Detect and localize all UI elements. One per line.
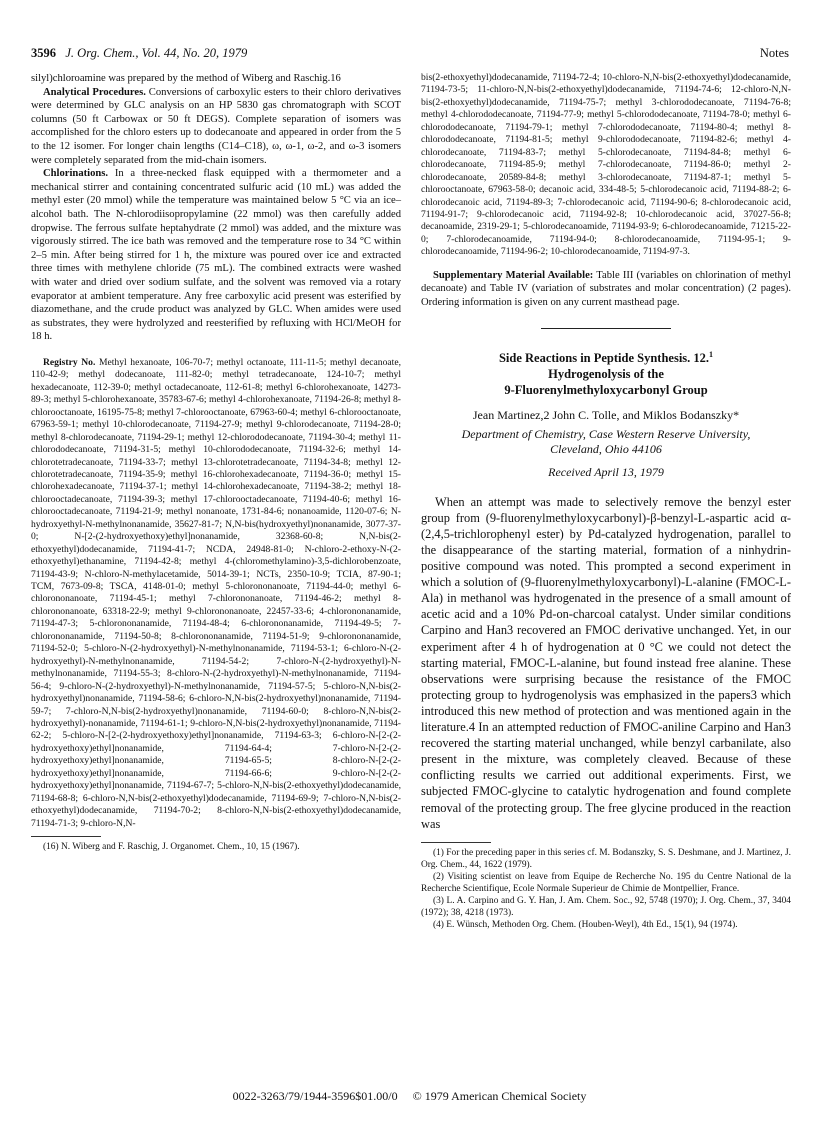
article-authors: Jean Martinez,2 John C. Tolle, and Miklos Bodanszky* [472,407,740,422]
chlorinations-heading: Chlorinations. [43,168,109,180]
article-code: 0022-3263/79/1944-3596$01.00/0 [232,1089,398,1103]
article-body: When an attempt was made to selectively remove the benzyl ester group from (9-fluorenylmethyloxycarbonyl)-β-benzyl-L-aspartic acid α-(2,4,5-trichlorophenyl ester) by Pd-catalyzed hydrogenation, parallel to the disappearance of the starting material, formation of a ninhydrin-positive compound was noted. This prompted a second experiment in which a solution of (9-fluorenylmethyloxycarbonyl)-L-alanine (FMOC-L-Ala) in methanol was hydrogenated in the presence of a small amount of acetic acid and a 10% Pd-on-charcoal catalyst. Under similar conditions Carpino and Han3 recovered an FMOC derivative unchanged. Yet, in our experiment after 4 h of hydrogenation at 0 °C we could not detect the starting material, FMOC-L-alanine, but found instead free alanine. These observations were surprising because the resistance of the FMOC protecting group to hydrogenolysis was emphasized in the papers3 which introduced this new method of protection and was mentioned again in the literature.4 In an attempted reduction of FMOC-aniline Carpino and Han3 recovered the starting material unchanged, while benzyl carbanilate, also present in the mixture, was completely cleaved. Because of these conflicting results we carried out additional experiments. First, we subjected FMOC-glycine to catalytic hydrogenation and found complete removal of the protecting group. The free glycine produced in the reaction was [421,494,791,831]
registry-numbers [31,357,401,830]
title-line-1: Side Reactions in Peptide Synthesis. 12. [498,350,710,365]
registry-continuation: bis(2-ethoxyethyl)dodecanamide, 71194-72-4; 10-chloro-N,N-bis(2-ethoxyethyl)dodecanamide, 71194-73-5; 11-chloro-N,N-bis(2-ethoxyethyl)dodecanamide, 71194-74-6; 12-chloro-N,N-bis(2-ethoxyethyl)dodecanamide, 71194-75-7; methyl 3-chlorododecanoate, 71194-76-8; methyl 4-chlorododecanoate, 71194-77-9; methyl 5-chlorododecanoate, 71194-78-0; methyl 6-chlorododecanoate, 71194-79-1; methyl 7-chlorododecanoate, 71194-80-4; methyl 8-chlorododecanoate, 71194-81-5; methyl 9-chlorododecanoate, 71194-82-6; methyl 4-chlorodecanoate, 71194-83-7; methyl 5-chlorodecanoate, 71194-84-8; methyl 6-chlorodecanoate, 71194-85-9; methyl 7-chlorodecanoate, 71194-86-0; methyl 2-chlorodecanoate, 20589-84-8; methyl 3-chlorodecanoate, 71194-87-1; methyl 5-chlorooctanoate, 67963-58-0; decanoic acid, 334-48-5; 5-chlorodecanoic acid, 71194-88-2; 6-chlorodecanoic acid, 71194-89-3; 7-chlorodecanoic acid, 71194-90-6; 8-chlorodecanoic acid, 71194-91-7; 9-chlorodecanoic acid, 71194-92-8; 10-chlorodecanoic acid, 37027-56-8; decanoamide, 2319-29-1; 5-chlorodecanoamide, 71194-93-9; 6-chlorodecanoamide, 71215-22-0; 7-chlorodecanoamide, 71194-94-0; 8-chlorodecanoamide, 71194-95-1; 9-chlorodecanoamide, 71194-96-2; 10-chlorodecanoamide, 71194-97-3. [421,72,791,258]
title-footnote-mark: 1 [709,349,714,359]
spacer [31,344,401,357]
analytical-procedures-text: Conversions of carboxylic esters to their chloro derivatives were determined by GLC analysis on an HP 5830 gas chromatograph with SCOT columns (50 ft Carbowax or 50 ft DEGS). Complete separation of isomers was accomplished for the chloro esters up to dodecanoate and appeared in order from the 5 to the 12 isomer. For longer chain lengths (C14–C18), ω, ω-1, ω-2, and ω-3 isomers were completely separated from the mid-chain isomers. [31,86,401,166]
chlorinations-text: In a three-necked flask equipped with a thermometer and a mechanical stirrer and containing concentrated sulfuric acid (10 mL) was added the methyl ester (20 mmol) while the temperature was maintained below 5 °C via an ice–alcohol bath. The N-chlorodiisopropylamine (22 mmol) was then carefully added dropwise. The ferrous sulfate heptahydrate (2 mmol) was added, and the mixture was vigorously stirred. The ice bath was removed and the temperature rose to 34 °C within 2–5 min. After being stirred for 1 h, the mixture was poured over ice and extracted three times with methylene chloride (75 mL). The combined extracts were washed with water and dried over sodium sulfate, and the solvent was removed via a rotary evaporator at ambient temperature. Any free carboxylic acid present was esterified by diazomethane, and the crude product was analyzed by GLC. When amides were used as substrates, they were hydrolyzed and reesterified by refluxing with HCl/MeOH for 18 h. [31,168,401,343]
footnote-1: (1) For the preceding paper in this series cf. M. Bodanszky, S. S. Deshmane, and J. Martinez, J. Org. Chem., 44, 1622 (1979). [421,847,791,870]
affiliation-line-1: Department of Chemistry, Case Western Reserve University, [461,426,751,441]
running-head [31,46,247,61]
footnote-rule [31,836,101,837]
paragraph-silylchloroamine: silyl)chloroamine was prepared by the method of Wiberg and Raschig.16 [31,73,341,84]
footnote-rule-right [421,842,491,843]
paragraph-chlorinations [31,167,401,344]
footnote-16: (16) N. Wiberg and F. Raschig, J. Organomet. Chem., 10, 15 (1967). [43,842,300,853]
footnote-4: (4) E. Wünsch, Methoden Org. Chem. (Houben-Weyl), 4th Ed., 15(1), 94 (1974). [433,919,738,930]
copyright: © 1979 American Chemical Society [412,1089,587,1103]
affiliation [421,427,791,457]
article-title [421,347,791,398]
received-date: Received April 13, 1979 [548,464,664,479]
page-footer [0,1089,819,1104]
registry-heading: Registry No. [43,356,96,368]
article-separator [541,328,671,329]
supplementary-material [421,269,791,310]
section-name: Notes [759,46,789,60]
right-column [421,72,791,931]
journal-citation: J. Org. Chem., Vol. 44, No. 20, 1979 [65,46,248,60]
title-line-2: Hydrogenolysis of the [548,366,664,381]
analytical-procedures-heading: Analytical Procedures. [43,86,146,98]
page-header [31,46,789,64]
affiliation-line-2: Cleveland, Ohio 44106 [550,441,662,456]
supplementary-heading: Supplementary Material Available: [433,269,594,281]
paragraph-analytical-procedures [31,86,401,168]
title-line-3: 9-Fluorenylmethyloxycarbonyl Group [504,382,708,397]
supplementary-text: Table III (variables on chlorination of methyl decanoate) and Table IV (variation of substrates and molar concentration) (2 pages). Ordering information is given on any current masthead page. [421,269,791,308]
footnote-3: (3) L. A. Carpino and G. Y. Han, J. Am. Chem. Soc., 92, 5748 (1970); J. Org. Chem., 37, 3404 (1972); 38, 4218 (1973). [421,895,791,918]
left-column [31,72,401,853]
page-number: 3596 [31,46,56,60]
footnote-2: (2) Visiting scientist on leave from Equipe de Recherche No. 195 du Centre National de la Recherche Scientifique, Ecole Normale Superieur de Chimie de Montpellier, France. [421,871,791,894]
registry-text: Methyl hexanoate, 106-70-7; methyl octanoate, 111-11-5; methyl decanoate, 110-42-9; methyl dodecanoate, 111-82-0; methyl tetradecanoate, 124-10-7; methyl hexadecanoate, 112-39-0; methyl octadecanoate, 112-61-8; methyl 6-chlorohexanoate, 14273-89-3; methyl 5-chlorohexanoate, 35783-67-6; methyl 4-chlorohexanoate, 71194-26-8; methyl 8-chlorooctanoate, 16195-75-8; methyl 7-chlorooctanoate, 67963-60-4; methyl 6-chlorooctanoate, 67963-59-1; methyl 10-chlorodecanoate, 71194-27-9; methyl 9-chlorodecanoate, 71194-28-0; methyl 8-chlorodecanoate, 71194-29-1; methyl 12-chlorododecanoate, 71194-30-4; methyl 11-chlorododecanoate, 71194-31-5; methyl 10-chlorododecanoate, 71194-32-6; methyl 14-chlorotetradecanoate, 71194-33-7; methyl 13-chlorotetradecanoate, 71194-34-8; methyl 12-chlorotetradecanoate, 71194-35-9; methyl 16-chlorohexadecanoate, 71194-36-0; methyl 15-chlorohexadecanoate, 71194-37-1; methyl 14-chlorohexadecanoate, 71194-38-2; methyl 18-chlorooctadecanoate, 71194-39-3; methyl 17-chlorooctadecanoate, 71194-40-6; methyl 16-chlorooctadecanoate, 71194-21-9; methyl nonanoate, 1731-84-6; nonanoamide, 1120-07-6; N-hydroxyethyl-N-methylnonanamide, 35627-81-7; N,N-bis(hydroxyethyl)nonanamide, 3077-37-0; N-[2-(2-hydroxyethoxy)ethyl]nonanamide, 32368-60-8; N,N-bis(2-ethoxyethyl)dodecanamide, 71194-41-7; NCDA, 24948-81-0; N-chloro-2-ethoxy-N-(2-ethoxyethyl)ethanamine, 71194-42-8; methyl 4-(chloromethylamino)-3,5-dichlorobenzoate, 71194-43-9; N-chloro-N-methylacetamide, 5014-39-1; NCTs, 2350-10-9; TCIA, 87-90-1; TCM, 7673-09-8; TSCA, 4148-01-0; methyl 5-chlorononanoate, 71194-44-0; methyl 6-chlorononanoate, 71194-45-1; methyl 7-chlorononanoate, 71194-46-2; methyl 8-chlorononanoate, 63318-22-9; methyl 9-chlorononanoate, 22457-33-6; 4-chlorononanamide, 71194-47-3; 5-chlorononanamide, 71194-48-4; 6-chlorononanamide, 71194-49-5; 7-chlorononanamide, 71194-50-8; 8-chlorononanamide, 71194-51-9; 9-chlorononanamide, 71194-52-0; 5-chloro-N-(2-hydroxyethyl)-N-methylnonanamide, 71194-53-1; 6-chloro-N-(2-hydroxyethyl)-N-methylnonanamide, 71194-54-2; 7-chloro-N-(2-hydroxyethyl)-N-methylnonanamide, 71194-55-3; 8-chloro-N-(2-hydroxyethyl)-N-methylnonanamide, 71194-56-4; 9-chloro-N-(2-hydroxyethyl)-N-methylnonanamide, 71194-57-5; 5-chloro-N,N-bis(2-hydroxyethyl)nonanamide, 71194-58-6; 6-chloro-N,N-bis(2-hydroxyethyl)nonanamide, 71194-59-7; 7-chloro-N,N-bis(2-hydroxyethyl)nonanamide, 71194-60-0; 8-chloro-N,N-bis(2-hydroxyethyl)-nonanamide, 71194-61-1; 9-chloro-N,N-bis(2-hydroxyethyl)nonanamide, 71194-62-2; 5-chloro-N-[2-(2-hydroxyethoxy)ethyl]nonanamide, 71194-63-3; 6-chloro-N-[2-(2-hydroxyethoxy)ethyl]nonanamide, 71194-64-4; 7-chloro-N-[2-(2-hydroxyethoxy)ethyl]nonanamide, 71194-65-5; 8-chloro-N-[2-(2-hydroxyethoxy)ethyl]nonanamide, 71194-66-6; 9-chloro-N-[2-(2-hydroxyethoxy)ethyl]nonanamide, 71194-67-7; 5-chloro-N,N-bis(2-ethoxyethyl)dodecanamide, 71194-68-8; 6-chloro-N,N-bis(2-ethoxyethyl)dodecanamide, 71194-69-9; 7-chloro-N,N-bis(2-ethoxyethyl)dodecanamide, 71194-70-2; 8-chloro-N,N-bis(2-ethoxyethyl)dodecanamide, 71194-71-3; 9-chloro-N,N- [31,356,401,829]
